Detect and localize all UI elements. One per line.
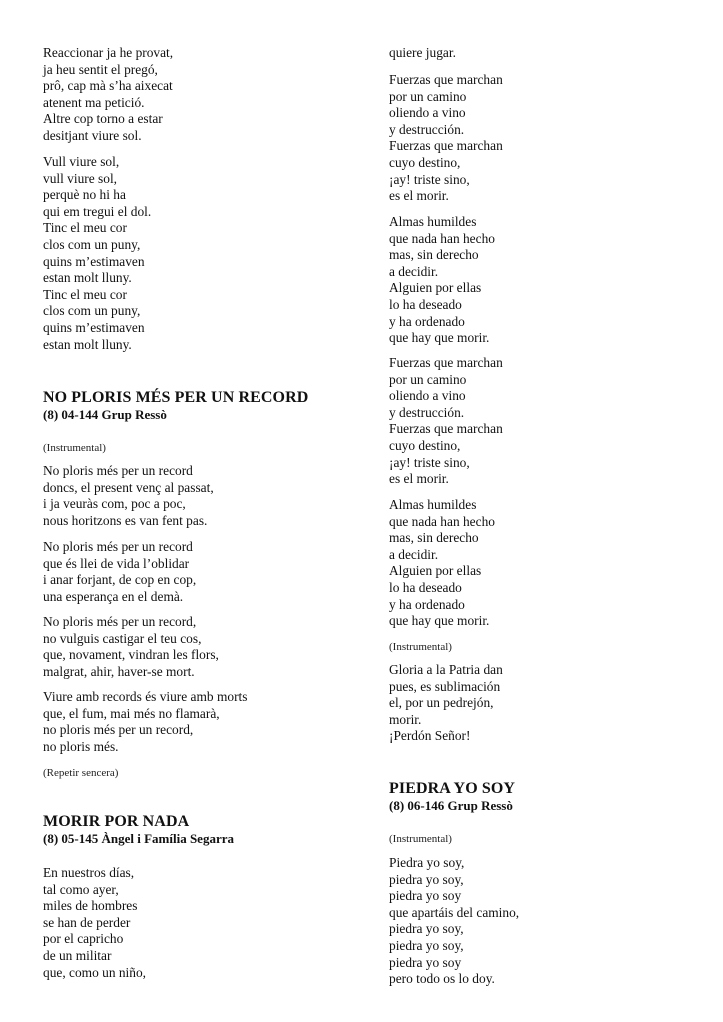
lyric-line: piedra yo soy <box>389 954 462 970</box>
lyric-line: el, por un pedrejón, <box>389 695 494 711</box>
lyric-line: Viure amb records és viure amb morts <box>43 689 248 704</box>
lyric-line: morir. <box>389 711 422 727</box>
lyric-line: lo ha deseado <box>389 579 462 595</box>
lyric-line: i anar forjant, de cop en cop, <box>43 572 197 588</box>
lyric-line: estan molt lluny. <box>43 270 132 286</box>
lyric-line: vull viure sol, <box>43 170 118 186</box>
lyric-line: cuyo destino, <box>389 154 461 170</box>
lyric-line: piedra yo soy <box>389 888 462 904</box>
lyric-line: Almas humildes <box>389 214 477 229</box>
lyric-line: quiere jugar. <box>389 45 456 60</box>
lyric-line: En nuestros días, <box>43 865 135 880</box>
lyric-line: Vull viure sol, <box>43 154 120 169</box>
lyric-line: es el morir. <box>389 471 449 487</box>
lyric-line: tal como ayer, <box>43 881 119 897</box>
song-subtitle: (8) 05-145 Àngel i Família Segarra <box>43 831 234 846</box>
lyric-line: lo ha deseado <box>389 296 462 312</box>
continued-stanza-1 <box>43 45 173 145</box>
continued-line <box>389 45 456 62</box>
lyric-line: y destrucción. <box>389 121 465 137</box>
lyric-line: i ja veuràs com, poc a poc, <box>43 496 186 512</box>
lyric-line: de un militar <box>43 947 112 963</box>
lyric-line: no vulguis castigar el teu cos, <box>43 630 202 646</box>
stanza <box>43 463 214 529</box>
lyric-line: Tinc el meu cor <box>43 286 127 302</box>
lyric-line: No ploris més per un record, <box>43 614 197 629</box>
lyric-line: cuyo destino, <box>389 437 461 453</box>
lyric-line: que nada han hecho <box>389 230 495 246</box>
lyric-line: prô, cap mà s’ha aixecat <box>43 78 173 94</box>
lyric-line: ¡ay! triste sino, <box>389 454 470 470</box>
lyric-line: una esperança en el demà. <box>43 588 184 604</box>
lyric-line: estan molt lluny. <box>43 336 132 352</box>
instrumental-note: (Instrumental) <box>389 641 452 653</box>
lyric-line: mas, sin derecho <box>389 530 479 546</box>
stanza <box>389 214 495 347</box>
lyric-line: Almas humildes <box>389 497 477 512</box>
song-title: PIEDRA YO SOY <box>389 780 516 797</box>
lyric-line: No ploris més per un record <box>43 463 193 478</box>
lyric-line: por un camino <box>389 88 467 104</box>
song-heading <box>43 813 234 847</box>
lyric-line: por el capricho <box>43 931 124 947</box>
lyric-line: y ha ordenado <box>389 596 465 612</box>
stanza <box>389 855 519 988</box>
lyric-line: Fuerzas que marchan <box>389 72 503 87</box>
lyric-line: Fuerzas que marchan <box>389 138 503 154</box>
stanza <box>43 689 247 755</box>
lyric-line: oliendo a vino <box>389 105 466 121</box>
song-heading <box>389 780 515 814</box>
stanza <box>389 355 503 488</box>
lyric-line: a decidir. <box>389 263 439 279</box>
song-title: NO PLORIS MÉS PER UN RECORD <box>43 389 309 406</box>
lyric-line: y destrucción. <box>389 404 465 420</box>
stanza <box>43 865 146 981</box>
lyric-line: que hay que morir. <box>389 613 490 629</box>
lyric-line: Reaccionar ja he provat, <box>43 45 174 60</box>
lyric-line: que, como un niño, <box>43 964 147 980</box>
repeat-note: (Repetir sencera) <box>43 767 119 779</box>
lyric-line: quins m’estimaven <box>43 319 145 335</box>
stanza <box>389 72 503 205</box>
lyric-line: y ha ordenado <box>389 313 465 329</box>
lyric-line: piedra yo soy, <box>389 937 464 953</box>
lyric-line: Piedra yo soy, <box>389 855 465 870</box>
lyric-line: piedra yo soy, <box>389 871 464 887</box>
lyric-line: ¡ay! triste sino, <box>389 171 470 187</box>
lyric-line: nous horitzons es van fent pas. <box>43 512 208 528</box>
lyric-line: pues, es sublimación <box>389 678 501 694</box>
continued-stanza-2 <box>43 154 151 353</box>
lyric-line: ja heu sentit el pregó, <box>43 61 158 77</box>
lyric-line: no ploris més per un record, <box>43 722 194 738</box>
lyric-line: ¡Perdón Señor! <box>389 728 471 744</box>
stanza <box>43 539 196 605</box>
lyric-line: no ploris més. <box>43 738 119 754</box>
lyric-line: mas, sin derecho <box>389 247 479 263</box>
lyric-line: malgrat, ahir, haver-se mort. <box>43 663 195 679</box>
lyric-line: qui em tregui el dol. <box>43 203 152 219</box>
lyric-line: perquè no hi ha <box>43 187 126 203</box>
stanza <box>389 662 503 745</box>
lyric-line: clos com un puny, <box>43 303 141 319</box>
lyric-line: atenent ma petició. <box>43 94 145 110</box>
lyric-line: miles de hombres <box>43 898 138 914</box>
lyric-line: Altre cop torno a estar <box>43 111 163 127</box>
lyric-line: Fuerzas que marchan <box>389 421 503 437</box>
stanza <box>43 614 219 680</box>
lyric-line: que apartáis del camino, <box>389 904 520 920</box>
lyric-line: Alguien por ellas <box>389 280 482 296</box>
instrumental-note: (Instrumental) <box>389 833 452 845</box>
lyric-line: que nada han hecho <box>389 513 495 529</box>
lyric-line: se han de perder <box>43 914 131 930</box>
lyric-line: que, novament, vindran les flors, <box>43 647 219 663</box>
stanza <box>389 497 495 630</box>
lyric-line: que hay que morir. <box>389 330 490 346</box>
lyric-line: que, el fum, mai més no flamarà, <box>43 705 220 721</box>
lyric-line: piedra yo soy, <box>389 921 464 937</box>
lyric-line: Fuerzas que marchan <box>389 355 503 370</box>
lyric-line: desitjant viure sol. <box>43 127 142 143</box>
lyric-line: por un camino <box>389 371 467 387</box>
lyric-line: Tinc el meu cor <box>43 220 127 236</box>
lyric-line: oliendo a vino <box>389 388 466 404</box>
lyric-line: doncs, el present venç al passat, <box>43 479 214 495</box>
instrumental-note: (Instrumental) <box>43 442 106 454</box>
lyric-line: Gloria a la Patria dan <box>389 662 503 677</box>
song-heading <box>43 389 308 423</box>
lyric-line: clos com un puny, <box>43 236 141 252</box>
lyric-line: que és llei de vida l’oblidar <box>43 555 190 571</box>
lyric-line: Alguien por ellas <box>389 563 482 579</box>
lyric-line: No ploris més per un record <box>43 539 193 554</box>
song-title: MORIR POR NADA <box>43 813 190 830</box>
lyric-line: pero todo os lo doy. <box>389 971 495 987</box>
song-subtitle: (8) 04-144 Grup Ressò <box>43 407 167 422</box>
lyric-line: a decidir. <box>389 546 439 562</box>
lyric-line: quins m’estimaven <box>43 253 145 269</box>
song-subtitle: (8) 06-146 Grup Ressò <box>389 798 513 813</box>
lyric-line: es el morir. <box>389 188 449 204</box>
